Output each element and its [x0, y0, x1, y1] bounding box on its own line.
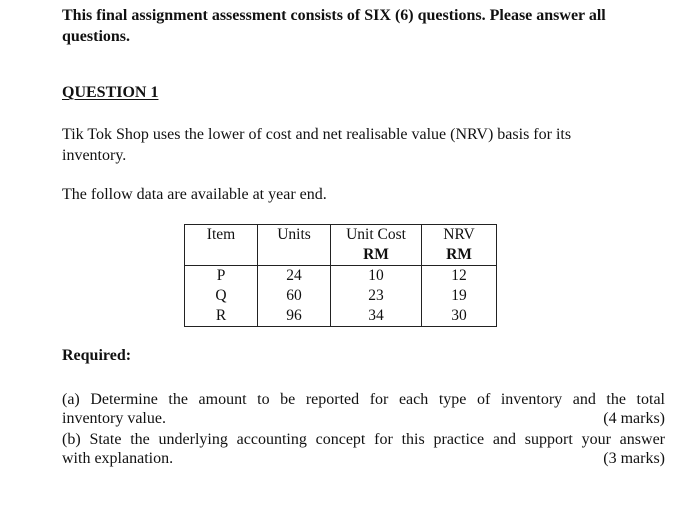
- paragraph-1-line-2: inventory.: [62, 147, 127, 164]
- question-paragraph-2: The follow data are available at year end.: [62, 186, 327, 203]
- cell-unit-cost: 34: [331, 306, 422, 327]
- table-row: [185, 286, 497, 306]
- cell-units: 60: [258, 286, 331, 306]
- question-paragraph-1: [62, 124, 662, 166]
- cell-nrv: 30: [422, 306, 497, 327]
- subheader-item: [185, 245, 258, 266]
- subheader-unit-cost: RM: [331, 245, 422, 266]
- part-a-line-1: (a) Determine the amount to be reported for each type of inventory and the total: [62, 391, 665, 408]
- header-unit-cost: Unit Cost: [331, 225, 422, 246]
- part-a-line-2: inventory value.: [62, 410, 166, 427]
- header-item: Item: [185, 225, 258, 246]
- inventory-table: [184, 224, 497, 327]
- table-row: [185, 266, 497, 287]
- cell-item: P: [185, 266, 258, 287]
- part-b-line-1: (b) State the underlying accounting concept for this practice and support your answer: [62, 431, 665, 448]
- cell-item: Q: [185, 286, 258, 306]
- paragraph-1-line-1: Tik Tok Shop uses the lower of cost and net realisable value (NRV) basis for its: [62, 126, 572, 143]
- cell-nrv: 19: [422, 286, 497, 306]
- cell-item: R: [185, 306, 258, 327]
- cell-unit-cost: 23: [331, 286, 422, 306]
- cell-units: 24: [258, 266, 331, 287]
- subheader-units: [258, 245, 331, 266]
- table-header-row: [185, 225, 497, 246]
- part-a: [62, 390, 665, 428]
- part-a-marks: (4 marks): [603, 410, 665, 427]
- table-subheader-row: [185, 245, 497, 266]
- header-nrv: NRV: [422, 225, 497, 246]
- cell-unit-cost: 10: [331, 266, 422, 287]
- required-label: Required:: [62, 347, 132, 364]
- part-b: [62, 430, 665, 468]
- intro-line-2: questions.: [62, 28, 131, 45]
- assessment-intro: [62, 5, 672, 47]
- header-units: Units: [258, 225, 331, 246]
- intro-line-1: This final assignment assessment consists of SIX (6) questions. Please answer all: [62, 7, 606, 24]
- cell-units: 96: [258, 306, 331, 327]
- question-heading: QUESTION 1: [62, 84, 159, 101]
- table-row: [185, 306, 497, 327]
- part-b-line-2: with explanation.: [62, 450, 174, 467]
- part-b-line-2-wrap: [62, 449, 665, 468]
- cell-nrv: 12: [422, 266, 497, 287]
- part-b-marks: (3 marks): [603, 450, 665, 467]
- subheader-nrv: RM: [422, 245, 497, 266]
- part-a-line-2-wrap: [62, 409, 665, 428]
